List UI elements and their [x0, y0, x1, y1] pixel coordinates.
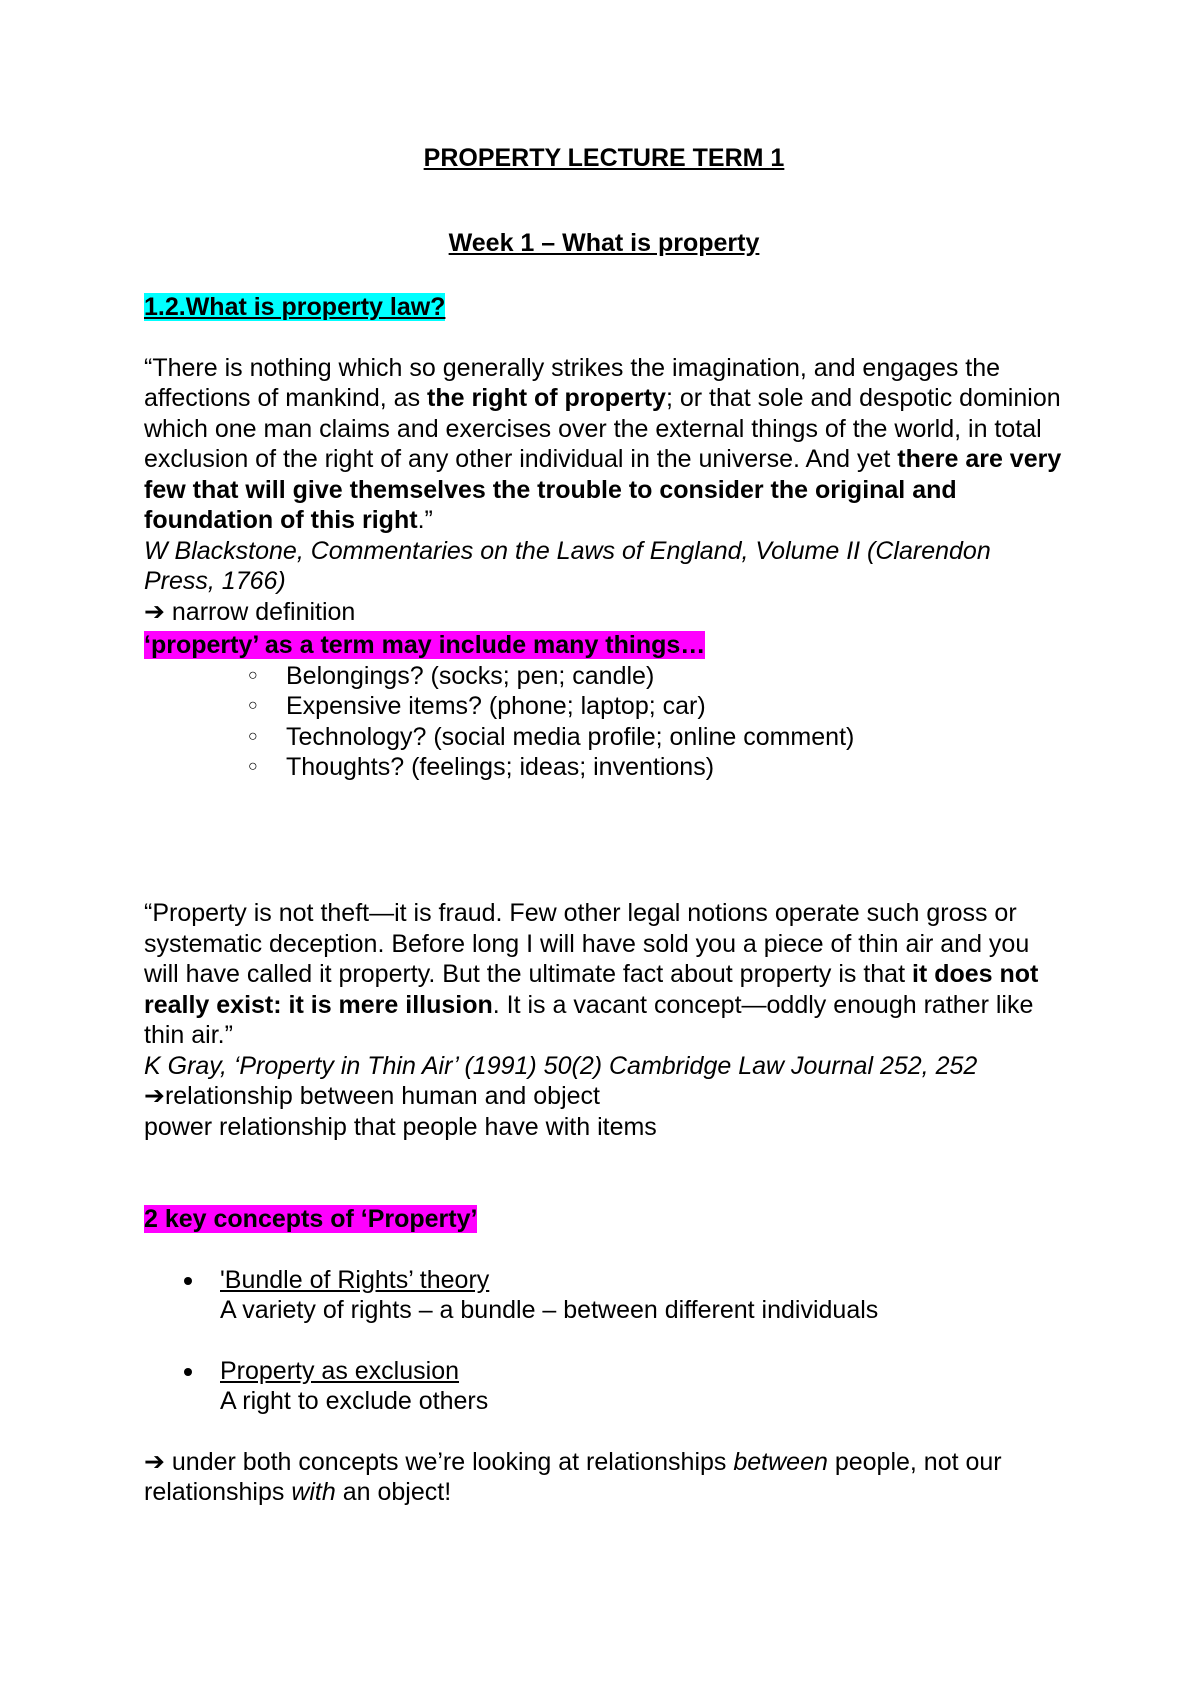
concept-name: 'Bundle of Rights’ theory	[220, 1265, 490, 1294]
concept-description: A variety of rights – a bundle – between different individuals	[220, 1296, 879, 1324]
list-item	[184, 1356, 1064, 1417]
gray-quote: “Property is not theft—it is fraud. Few other legal notions operate such gross or systematic deception. Before long I will have sold you a piece of thin air and you will have called it property. But the ultimate fact about property is that it does not really exist: it is mere illusion. It is a vacant concept—oddly enough rather like thin air.”	[144, 899, 1039, 1049]
list-item: ○ Technology? (social media profile; online comment)	[248, 722, 855, 751]
section-what-is-property-law	[144, 292, 1064, 627]
circle-bullet-icon: ○	[248, 666, 258, 684]
list-item: ○ Belongings? (socks; pen; candle)	[248, 661, 655, 690]
list-item	[184, 1265, 1064, 1326]
blackstone-quote: “There is nothing which so generally strikes the imagination, and engages the affections of mankind, as the right of property; or that sole and despotic dominion which one man claims and exercises over the external things of the world, in total exclusion of the right of any other individual in the universe. And yet there are very few that will give themselves the trouble to consider the original and foundation of this right.”	[144, 353, 1062, 534]
arrow-icon: ➔	[144, 1082, 165, 1110]
section-heading-property-law: 1.2.What is property law?	[144, 293, 446, 321]
key-concepts-list	[144, 1265, 1064, 1417]
circle-bullet-icon: ○	[248, 727, 258, 745]
bullet-icon	[184, 1277, 192, 1285]
section-key-concepts	[144, 1204, 1064, 1508]
bullet-icon	[184, 1368, 192, 1376]
arrow-icon: ➔	[144, 1447, 165, 1476]
circle-bullet-icon: ○	[248, 758, 258, 775]
list-item: ○ Thoughts? (feelings; ideas; inventions)	[248, 753, 715, 781]
narrow-definition-note: ➔ narrow definition	[144, 597, 356, 626]
property-examples-list	[144, 661, 1064, 783]
concept-name: Property as exclusion	[220, 1356, 460, 1385]
list-item: ○ Expensive items? (phone; laptop; car)	[248, 692, 706, 720]
document-subtitle: Week 1 – What is property	[448, 229, 760, 257]
power-relationship-note: power relationship that people have with items	[144, 1112, 657, 1141]
arrow-icon: ➔	[144, 597, 165, 626]
gray-citation: K Gray, ‘Property in Thin Air’ (1991) 50(2) Cambridge Law Journal 252, 252	[144, 1051, 978, 1080]
circle-bullet-icon: ○	[248, 697, 258, 714]
concepts-conclusion: ➔ under both concepts we’re looking at relationships between people, not our relationships with an object!	[144, 1447, 1002, 1506]
relationship-note: ➔relationship between human and object	[144, 1082, 600, 1110]
section-property-term	[144, 630, 1064, 783]
section-heading-property-term: ‘property’ as a term may include many things…	[144, 631, 706, 659]
concept-description: A right to exclude others	[220, 1387, 489, 1415]
section-gray-quote	[144, 898, 1064, 1142]
section-heading-key-concepts: 2 key concepts of ‘Property’	[144, 1205, 478, 1233]
document-title: PROPERTY LECTURE TERM 1	[423, 144, 785, 172]
blackstone-citation: W Blackstone, Commentaries on the Laws of England, Volume II (Clarendon Press, 1766)	[144, 536, 991, 595]
